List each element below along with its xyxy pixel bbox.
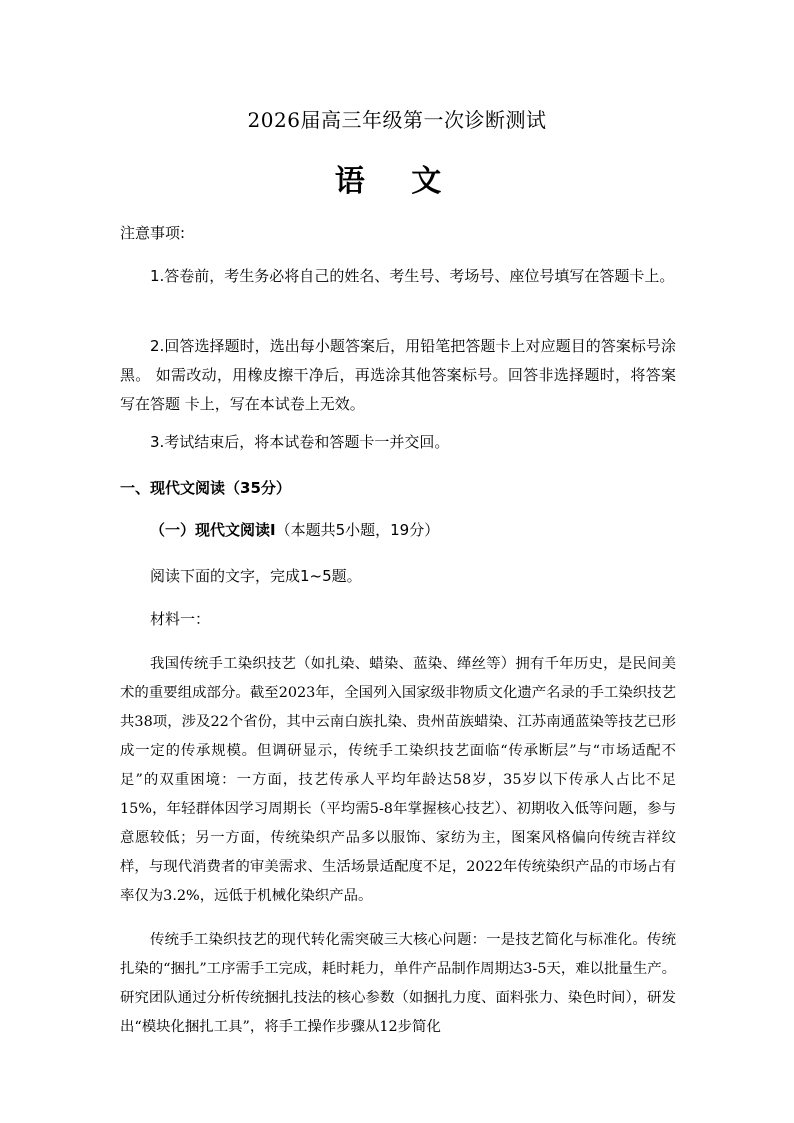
- subject-title: 语 文: [334, 164, 460, 199]
- exam-title: 2026届高三年级第一次诊断测试: [247, 108, 547, 132]
- notice-item-3: 3.考试结束后，将本试卷和答题卡一并交回。: [150, 433, 450, 451]
- sub-section-title: [150, 519, 439, 540]
- passage-paragraph-2: 传统手工染织技艺的现代转化需突破三大核心问题：一是技艺简化与标准化。传统扎染的“捆扎”工序需手工完成，耗时耗力，单件产品制作周期达3-5天，难以批量生产。研究团队通过分析传统捆扎技法的核心参数（如捆扎力度、面料张力、染色时间），研发出“模块化捆扎工具”，将手工操作步骤从12步简化: [120, 932, 676, 1035]
- notice-title: 注意事项:: [120, 224, 186, 242]
- sub-section-rest: （本题共5小题，19分）: [275, 521, 440, 539]
- material-label: 材料一：: [150, 610, 211, 628]
- notice-item-1: 1.答卷前，考生务必将自己的姓名、考生号、考场号、座位号填写在答题卡上。: [150, 267, 675, 285]
- reading-instruction: 阅读下面的文字，完成1~5题。: [150, 567, 362, 585]
- sub-section-bold: （一）现代文阅读Ⅰ: [150, 521, 276, 539]
- passage-paragraph-1: 我国传统手工染织技艺（如扎染、蜡染、蓝染、缂丝等）拥有千年历史，是民间美术的重要组成部分。截至2023年，全国列入国家级非物质文化遗产名录的手工染织技艺共38项，涉及22个省份，其中云南白族扎染、贵州苗族蜡染、江苏南通蓝染等技艺已形成一定的传承规模。但调研显示，传统手工染织技艺面临“传承断层”与“市场适配不足”的双重困境：一方面，技艺传承人平均年龄达58岁，35岁以下传承人占比不足15%，年轻群体因学习周期长（平均需5-8年掌握核心技艺）、初期收入低等问题，参与意愿较低；另一方面，传统染织产品多以服饰、家纺为主，图案风格偏向传统吉祥纹样，与现代消费者的审美需求、生活场景适配度不足，2022年传统染织产品的市场占有率仅为3.2%，远低于机械化染织产品。: [120, 656, 676, 904]
- notice-item-2: 2.回答选择题时，选出每小题答案后，用铅笔把答题卡上对应题目的答案标号涂黑。 如需改动，用橡皮擦干净后，再选涂其他答案标号。回答非选择题时，将答案写在答题 卡上，写在本试卷上无效。: [120, 337, 676, 413]
- section-title: 一、现代文阅读（35分）: [120, 479, 291, 497]
